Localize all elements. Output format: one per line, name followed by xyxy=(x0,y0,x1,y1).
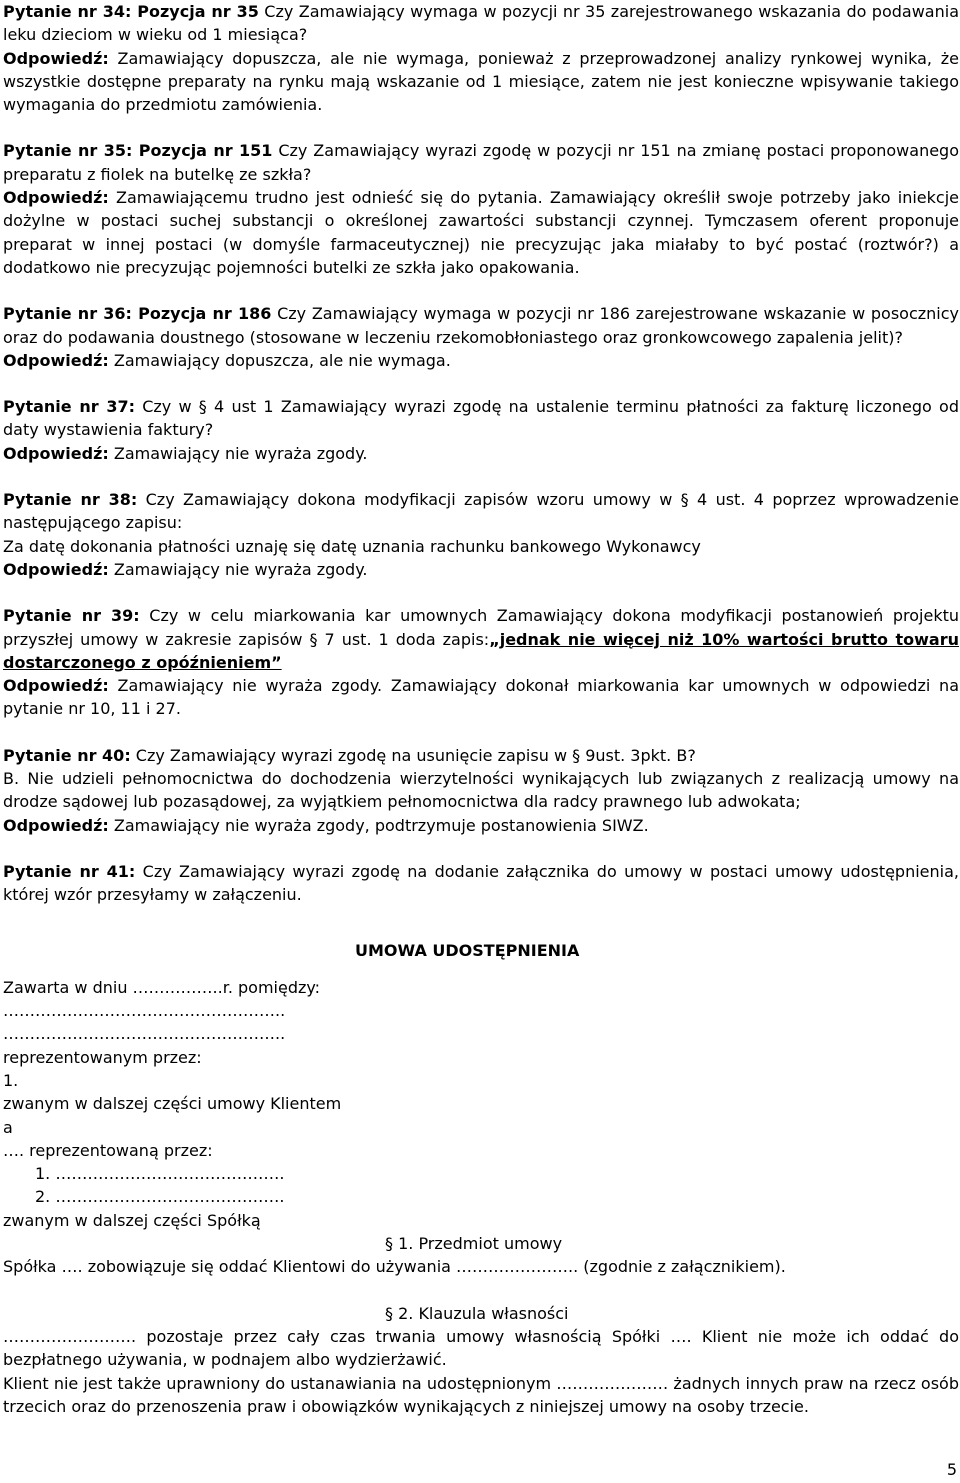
answer-label: Odpowiedź: xyxy=(3,676,109,696)
representative-line: 2. ……………………………………. xyxy=(35,1187,285,1207)
question-text: Czy Zamawiający dokona modyfikacji zapisów wzoru umowy w § 4 ust. 4 poprzez wprowadzenie następującego zapisu: xyxy=(3,490,959,533)
answer-text: Zamawiający nie wyraża zgody. xyxy=(108,443,368,463)
answer-label: Odpowiedź: xyxy=(3,559,109,579)
quoted-clause: „jednak nie więcej niż 10% wartości brutto towaru dostarczonego z opóźnieniem” xyxy=(3,629,960,672)
document-page xyxy=(3,0,959,1418)
contract-line: …. reprezentowaną przez: xyxy=(3,1140,213,1160)
question-text: Czy Zamawiający wymaga w pozycji nr 35 zarejestrowanego wskazania do podawania leku dzieciom w wieku od 1 miesiąca? xyxy=(3,2,959,45)
answer-text: Zamawiający dopuszcza, ale nie wymaga, ponieważ z przeprowadzonej analizy rynkowej wynika, że wszystkie dostępne preparaty na rynku mają wskazanie od 1 miesiące, zatem nie jest konieczne wpisywanie takiego wymagania do przedmiotu zamówienia. xyxy=(3,48,959,115)
answer-label: Odpowiedź: xyxy=(3,443,109,463)
question-text: Czy Zamawiający wyrazi zgodę na dodanie załącznika do umowy w postaci umowy udostępnienia, której wzór przesyłamy w załączeniu. xyxy=(3,861,959,905)
question-text: Czy Zamawiający wyrazi zgodę w pozycji nr 151 na zmianę postaci proponowanego preparatu z fiolek na butelkę ze szkła? xyxy=(3,141,960,184)
question-label: Pytanie nr 37: xyxy=(3,397,135,417)
question-text: Czy w § 4 ust 1 Zamawiający wyrazi zgodę na ustalenie terminu płatności za fakturę liczonego od daty wystawienia faktury? xyxy=(3,397,959,440)
answer-text: Zamawiający nie wyraża zgody. xyxy=(108,559,368,579)
quoted-clause: B. Nie udzieli pełnomocnictwa do dochodzenia wierzytelności wynikających lub związanych z realizacją umowy na drodze sądowej lub pozasądowej, za wyjątkiem pełnomocnictwa dla radcy prawnego lub adwokata; xyxy=(3,769,959,812)
question-38 xyxy=(3,488,959,581)
question-label: Pytanie nr 36: Pozycja nr 186 xyxy=(3,304,272,324)
contract-line: zwanym w dalszej części Spółką xyxy=(3,1210,261,1230)
question-37 xyxy=(3,395,959,465)
question-40 xyxy=(3,744,959,837)
question-text: Czy Zamawiający wymaga w pozycji nr 186 zarejestrowane wskazanie w posocznicy oraz do podawania doustnego (stosowane w leczeniu rzekomobłoniastego oraz gronkowcowego zapalenia jelit)? xyxy=(3,304,960,347)
contract-line: …………………………………………….. xyxy=(3,1024,286,1044)
question-text: Czy Zamawiający wyrazi zgodę na usunięcie zapisu w § 9ust. 3pkt. B? xyxy=(130,745,696,765)
answer-label: Odpowiedź: xyxy=(3,815,109,835)
contract-line: zwanym w dalszej części umowy Klientem xyxy=(3,1094,342,1114)
section-2-title: § 2. Klauzula własności xyxy=(385,1303,569,1323)
question-label: Pytanie nr 34: Pozycja nr 35 xyxy=(3,2,259,21)
contract-line: Zawarta w dniu ……………..r. pomiędzy: xyxy=(3,977,321,997)
question-36 xyxy=(3,302,959,372)
section-2-text: ……………………. pozostaje przez cały czas trwania umowy własnością Spółki …. Klient nie może ich oddać do bezpłatnego używania, w podnajem albo wydzierżawić. xyxy=(3,1326,959,1370)
contract-line: a xyxy=(3,1117,13,1137)
question-label: Pytanie nr 35: Pozycja nr 151 xyxy=(3,141,273,161)
question-label: Pytanie nr 41: xyxy=(3,861,136,881)
section-1-title: § 1. Przedmiot umowy xyxy=(385,1234,563,1254)
answer-label: Odpowiedź: xyxy=(3,188,109,208)
contract-line: …………………………………………….. xyxy=(3,1001,286,1021)
contract-line: 1. xyxy=(3,1070,19,1090)
question-label: Pytanie nr 38: xyxy=(3,490,138,510)
section-1-text: Spółka …. zobowiązuje się oddać Klientowi do używania ………………….. (zgodnie z załącznikiem). xyxy=(3,1257,786,1277)
quoted-clause: Za datę dokonania płatności uznaję się datę uznania rachunku bankowego Wykonawcy xyxy=(3,536,701,556)
answer-text: Zamawiający dopuszcza, ale nie wymaga. xyxy=(108,350,451,370)
question-text: Czy w celu miarkowania kar umownych Zamawiający dokona modyfikacji postanowień projektu przyszłej umowy w zakresie zapisów § 7 ust. 1 doda zapis: xyxy=(3,606,959,649)
question-35 xyxy=(3,139,959,279)
answer-label: Odpowiedź: xyxy=(3,48,109,68)
question-39 xyxy=(3,604,959,720)
question-41 xyxy=(3,860,959,907)
contract-title: UMOWA UDOSTĘPNIENIA xyxy=(355,940,580,960)
section-2-text: Klient nie jest także uprawniony do ustanawiania na udostępnionym ………………… żadnych innych praw na rzecz osób trzecich oraz do przenoszenia praw i obowiązków wynikających z niniejszej umowy na osoby trzecie. xyxy=(3,1373,959,1416)
representative-line: 1. ……………………………………. xyxy=(35,1164,285,1184)
answer-text: Zamawiający nie wyraża zgody, podtrzymuje postanowienia SIWZ. xyxy=(108,815,649,835)
question-34 xyxy=(3,0,959,116)
answer-text: Zamawiający nie wyraża zgody. Zamawiający dokonał miarkowania kar umownych w odpowiedzi na pytanie nr 10, 11 i 27. xyxy=(3,676,959,719)
contract-template xyxy=(3,939,959,1419)
answer-text: Zamawiającemu trudno jest odnieść się do pytania. Zamawiający określił swoje potrzeby jako iniekcje dożylne w postaci suchej substancji o określonej zawartości substancji czynnej. Tymczasem oferent proponuje preparat w innej postaci (w domyśle farmaceutycznej) nie precyzując jaka miałaby to być postać (roztwór?) a dodatkowo nie precyzując pojemności butelki ze szkła jako opakowania. xyxy=(3,188,959,277)
question-label: Pytanie nr 40: xyxy=(3,745,131,765)
question-label: Pytanie nr 39: xyxy=(3,606,140,626)
page-number: 5 xyxy=(946,1459,957,1479)
contract-line: reprezentowanym przez: xyxy=(3,1047,202,1067)
answer-label: Odpowiedź: xyxy=(3,350,109,370)
